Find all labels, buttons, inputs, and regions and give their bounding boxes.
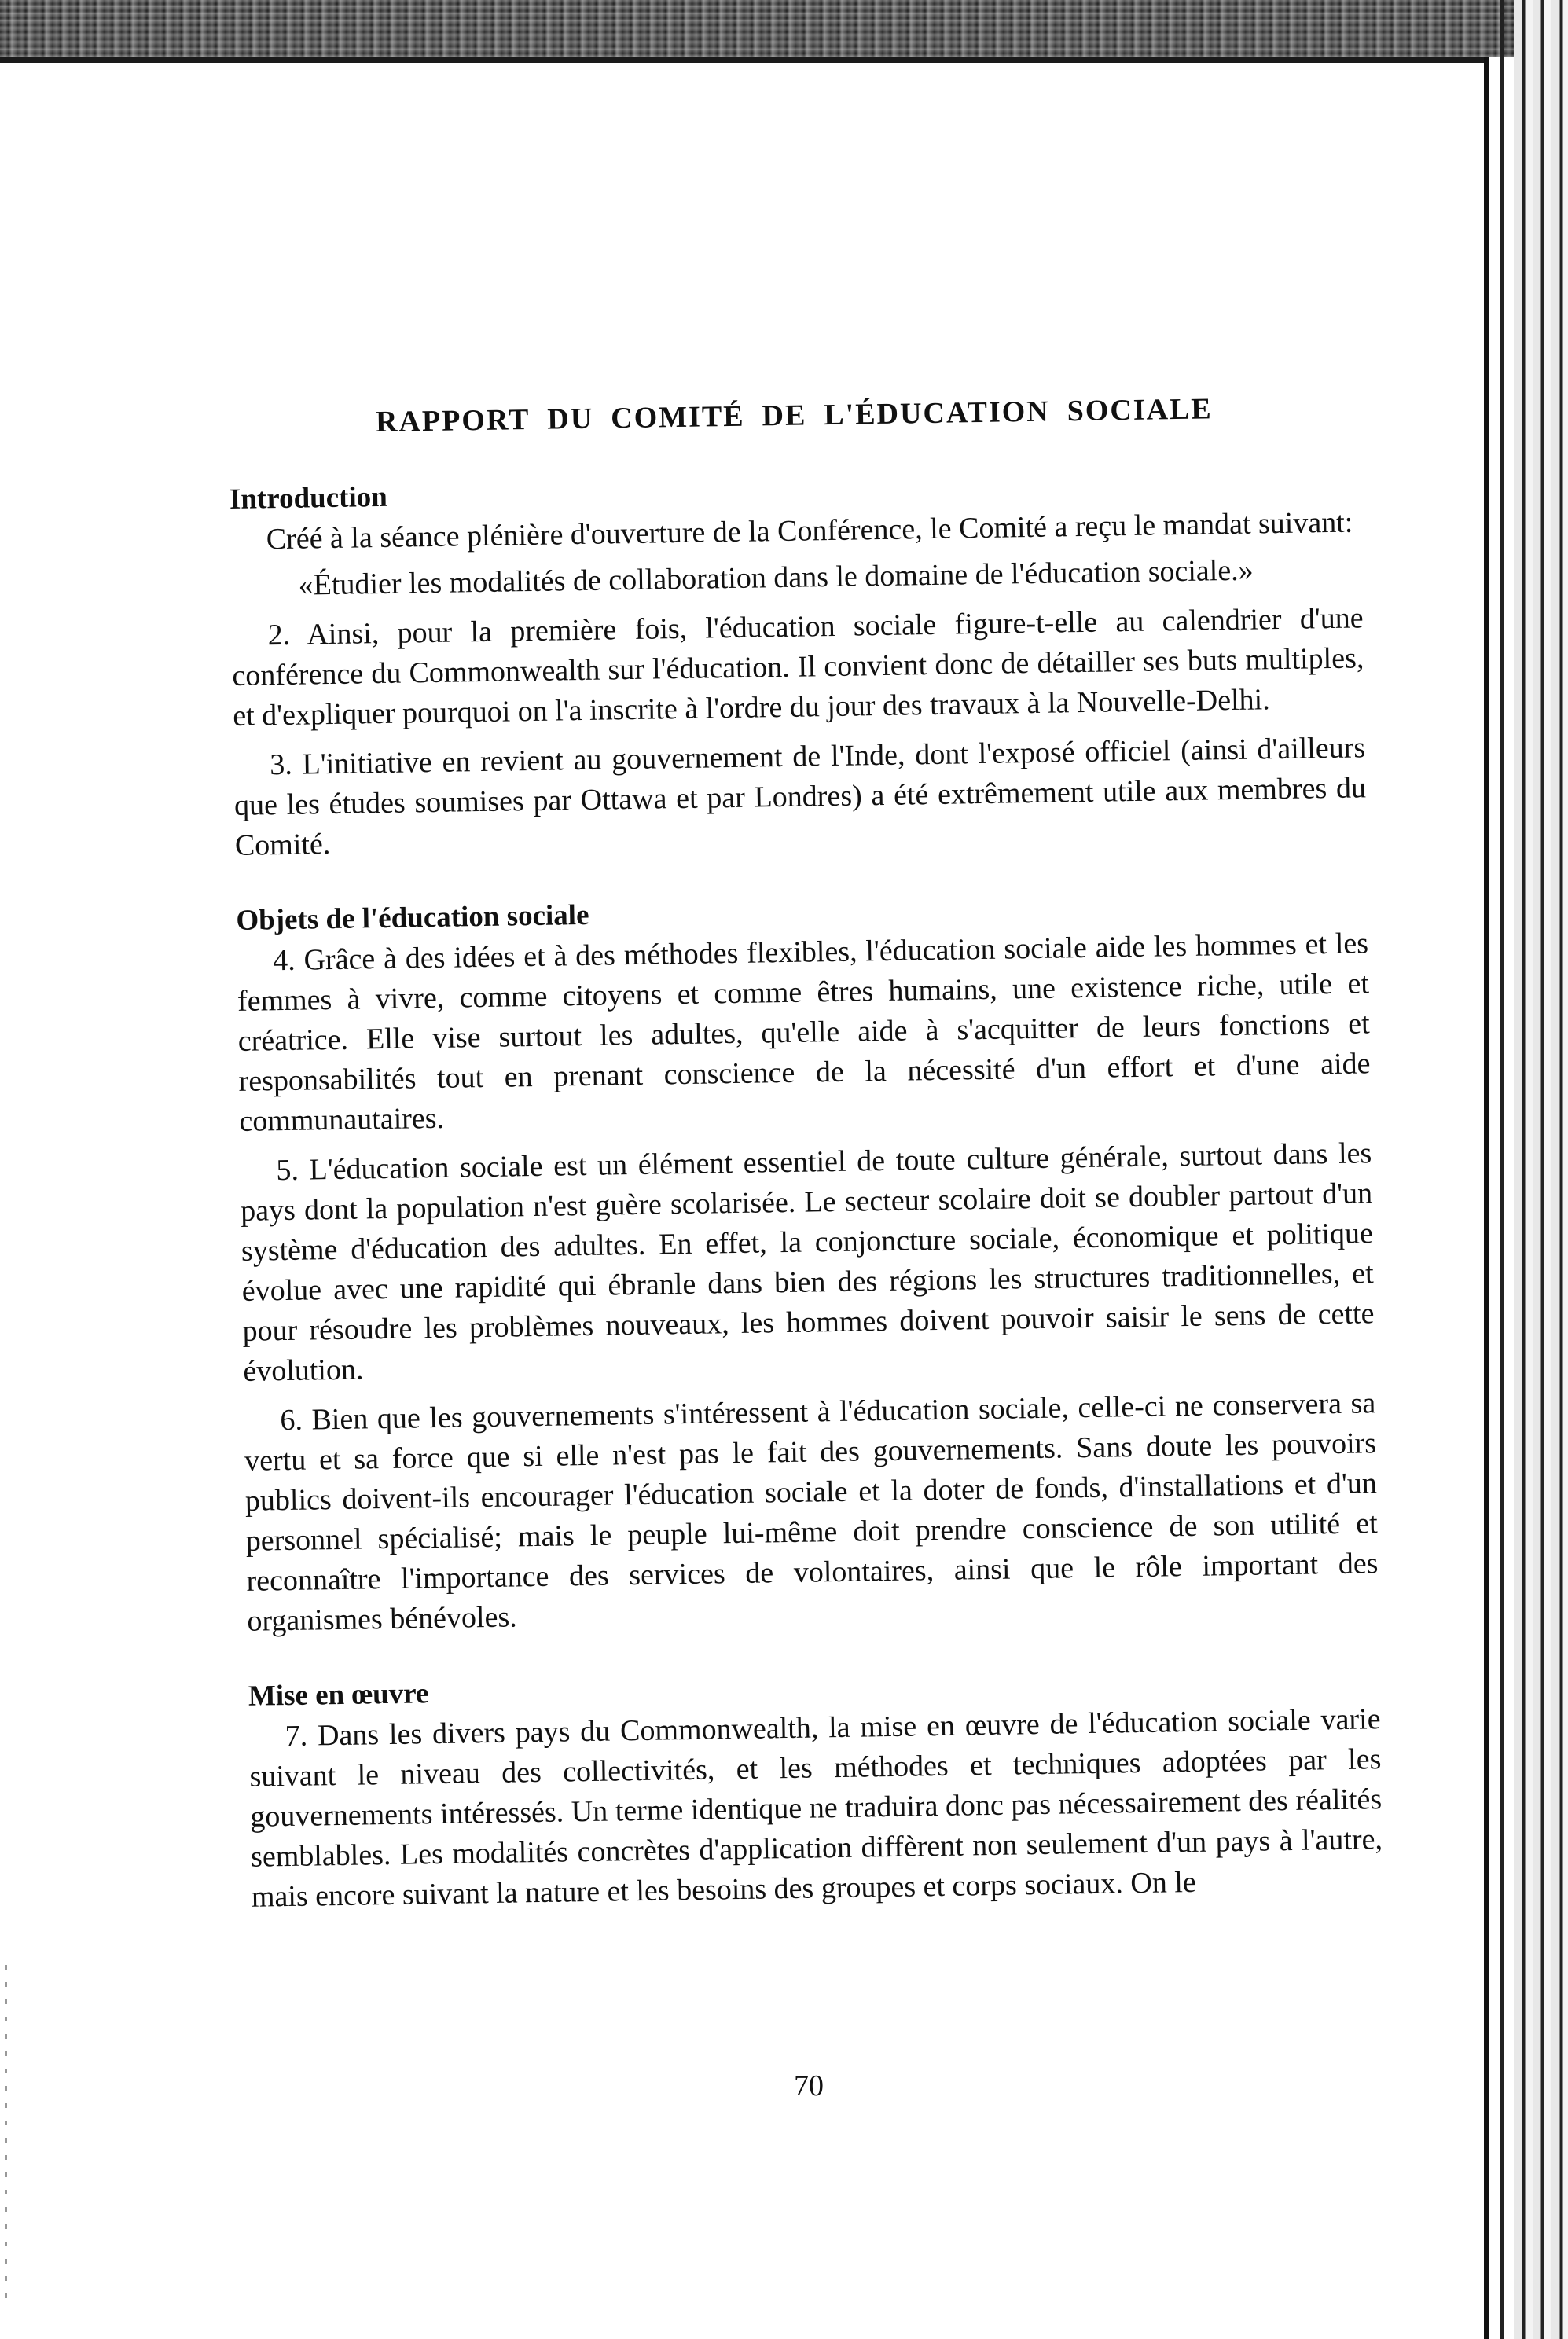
- paragraph-4: 4. Grâce à des idées et à des méthodes flexibles, l'éducation sociale aide les hommes et les femmes à vivre, comme citoyens et comme êtres humains, une existence riche, utile et créatrice. Elle vise surtout les adultes, qu'elle aide à s'acquitter de leurs fonctions et responsabilités tout en prenant conscience de la nécessité d'un effort et d'une aide communautaires.: [237, 927, 1371, 1138]
- title-word: SOCIALE: [1067, 392, 1214, 428]
- book-spine-line: [1484, 57, 1489, 2339]
- document-page: [228, 383, 1383, 1917]
- heading-mise-en-oeuvre: Mise en œuvre: [248, 1677, 429, 1713]
- scan-top-rule: [0, 57, 1485, 63]
- scan-edge-marks: [5, 1965, 7, 2311]
- paragraph-3: 3. L'initiative en revient au gouvernement de l'Inde, dont l'exposé officiel (ainsi d'ailleurs que les études soumises par Ottawa et par Londres) a été extrêmement utile aux membres du Comité.: [233, 731, 1367, 862]
- paragraph-7: 7. Dans les divers pays du Commonwealth, la mise en œuvre de l'éducation sociale varie suivant le niveau des collectivités, et les méthodes et techniques adoptées par les gouvernements intéressés. Un terme identique ne traduira donc pas nécessairement des réalités semblables. Les modalités concrètes d'application diffèrent non seulement d'un pays à l'autre, mais encore suivant la nature et les besoins des groupes et corps sociaux. On le: [249, 1702, 1383, 1914]
- paragraph-5: 5. L'éducation sociale est un élément essentiel de toute culture générale, surtout dans les pays dont la population n'est guère scolarisée. Le secteur scolaire doit se doubler partout d'un système d'éducation des adultes. En effet, la conjoncture sociale, économique et politique évolue avec une rapidité qui ébranle dans bien des régions les structures traditionnelles, et pour résoudre les problèmes nouveaux, les hommes doivent pouvoir saisir le sens de cette évolution.: [240, 1136, 1375, 1388]
- paragraph-6: 6. Bien que les gouvernements s'intéressent à l'éducation sociale, celle-ci ne conservera sa vertu et sa force que si elle n'est pas le fait des gouvernements. Sans doute les pouvoirs publics doivent-ils encourager l'éducation sociale et la doter de fonds, d'installations et d'un personnel spécialisé; mais le peuple lui-même doit prendre conscience de son utilité et reconnaître l'importance des services de volontaires, ainsi que le rôle important des organismes bénévoles.: [244, 1386, 1379, 1638]
- title-word: RAPPORT: [375, 402, 531, 439]
- title-word: L'ÉDUCATION: [824, 395, 1051, 432]
- page-number: 70: [794, 2069, 824, 2102]
- report-title: [228, 383, 1361, 448]
- mandate-quote: «Étudier les modalités de collaboration dans le domaine de l'éducation sociale.»: [298, 553, 1254, 602]
- title-word: DU: [547, 402, 594, 436]
- paragraph-intro: Créé à la séance plénière d'ouverture de la Conférence, le Comité a reçu le mandat suivant:: [266, 505, 1353, 556]
- paragraph-2: 2. Ainsi, pour la première fois, l'éducation sociale figure-t-elle au calendrier d'une conférence du Commonwealth sur l'éducation. Il convient donc de détailler ses buts multiples, et d'expliquer pourquoi on l'a inscrite à l'ordre du jour des travaux à la Nouvelle-Delhi.: [232, 601, 1364, 733]
- title-word: DE: [762, 398, 807, 433]
- book-spine-line-2: [1500, 0, 1504, 2339]
- heading-objets: Objets de l'éducation sociale: [236, 898, 589, 937]
- title-word: COMITÉ: [610, 399, 745, 435]
- scan-top-band: [0, 0, 1568, 57]
- book-spine-edge: [1514, 0, 1568, 2339]
- heading-introduction: Introduction: [229, 480, 388, 516]
